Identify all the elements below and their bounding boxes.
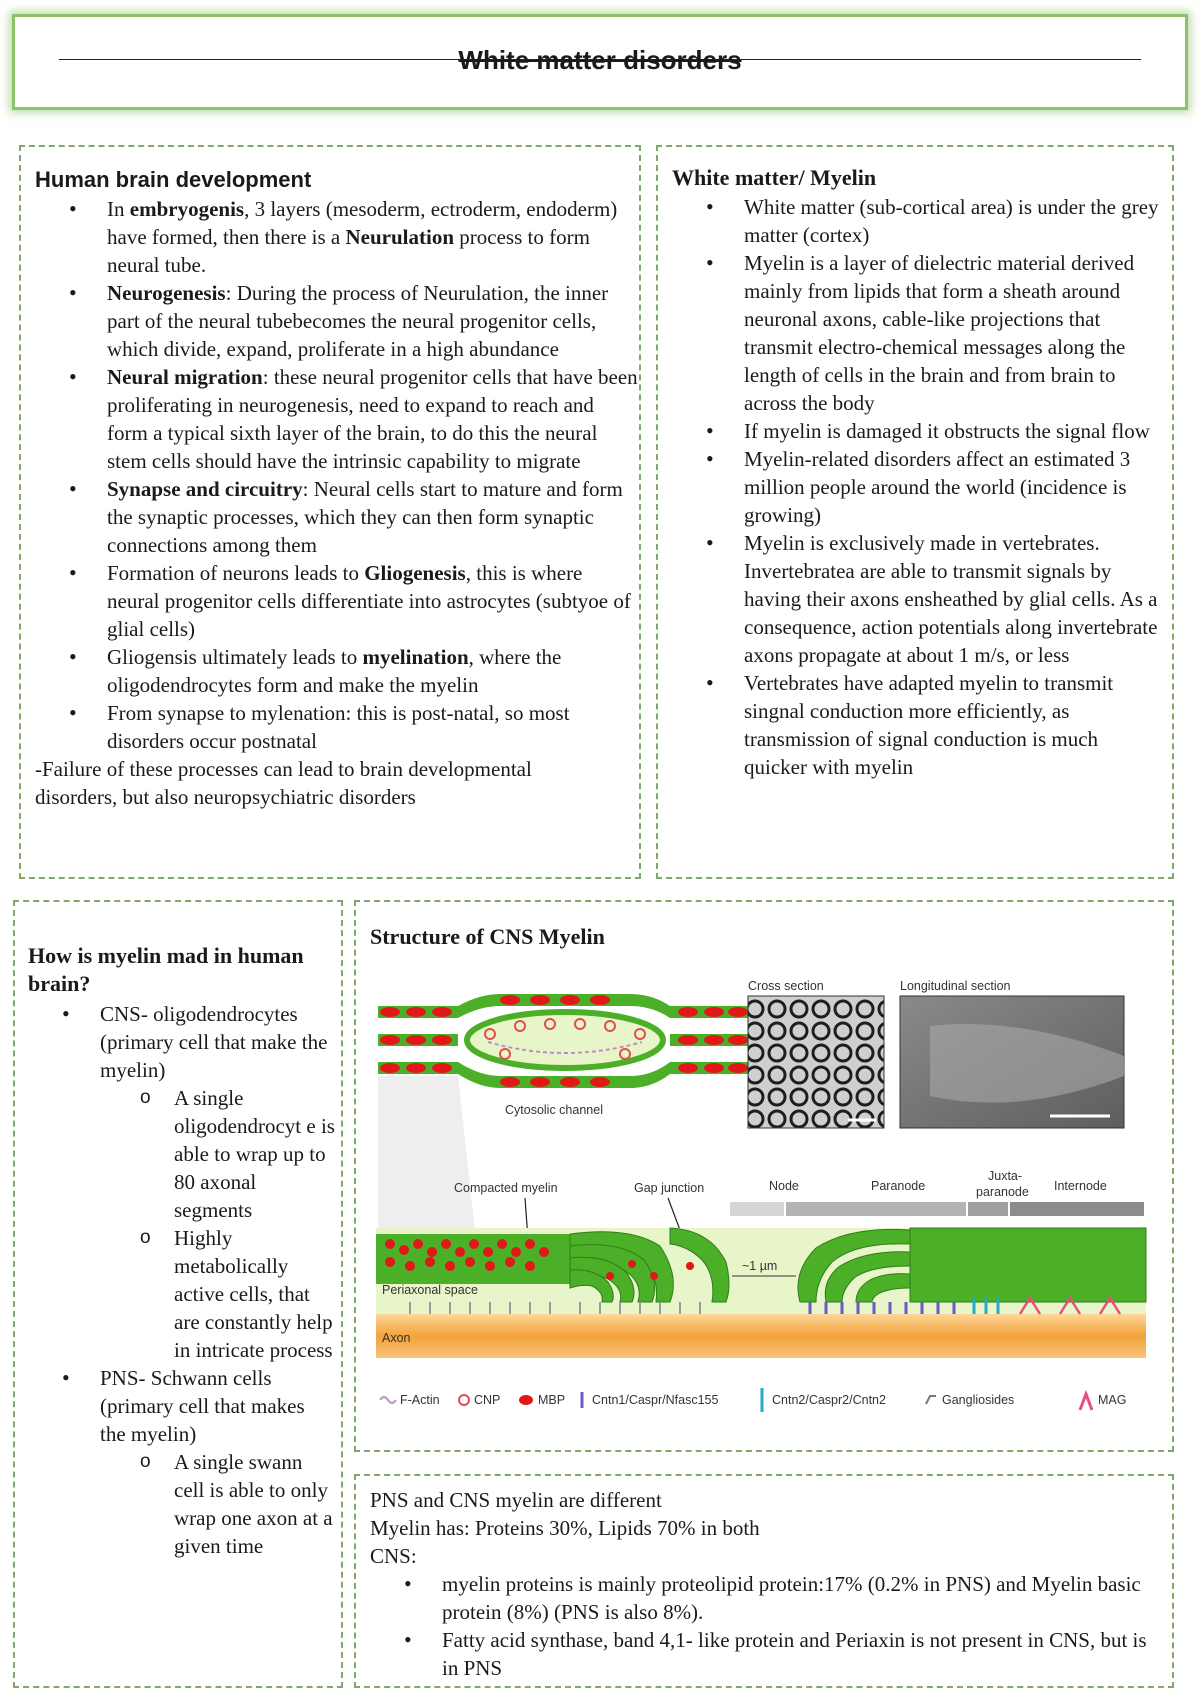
development-item bbox=[35, 643, 639, 699]
legend-factin-icon bbox=[380, 1397, 396, 1403]
development-text: , 3 layers (mesoderm, ectroderm, endoderm) have formed, then there is a bbox=[107, 197, 618, 249]
label-periaxonal: Periaxonal space bbox=[382, 1283, 478, 1297]
development-text: In bbox=[107, 197, 130, 221]
pns-cns-line-1: PNS and CNS myelin are different bbox=[370, 1488, 662, 1512]
cns-item bbox=[28, 1000, 335, 1364]
label-internode: Internode bbox=[1054, 1179, 1107, 1193]
panel-pns-cns-comparison bbox=[354, 1474, 1174, 1688]
label-compacted-myelin: Compacted myelin bbox=[454, 1181, 558, 1195]
legend-mag-icon bbox=[1080, 1394, 1092, 1410]
pns-cns-line-2: Myelin has: Proteins 30%, Lipids 70% in both bbox=[370, 1516, 760, 1540]
legend-cnp: CNP bbox=[474, 1393, 501, 1407]
panel-cns-myelin-structure bbox=[354, 900, 1174, 1452]
development-term: Synapse and circuitry bbox=[107, 477, 303, 501]
title-box bbox=[12, 14, 1188, 110]
label-axon: Axon bbox=[382, 1331, 411, 1345]
label-gap-junction: Gap junction bbox=[634, 1181, 705, 1195]
development-term: Neurogenesis bbox=[107, 281, 226, 305]
cns-text: CNS- oligodendrocytes (primary cell that make the myelin) bbox=[100, 1002, 328, 1082]
label-longitudinal-section: Longitudinal section bbox=[900, 979, 1011, 993]
white-matter-item: • White matter (sub-cortical area) is under the grey matter (cortex) bbox=[672, 193, 1164, 249]
legend-gangliosides-icon bbox=[926, 1396, 936, 1404]
figure-legend bbox=[380, 1388, 1126, 1412]
legend-gangliosides: Gangliosides bbox=[942, 1393, 1015, 1407]
legend-factin: F-Actin bbox=[400, 1393, 440, 1407]
cns-subitem: o Highly metabolically active cells, that are constantly help in intricate process bbox=[100, 1224, 335, 1364]
panel-how-myelin-made bbox=[13, 900, 343, 1688]
development-term: Neurulation bbox=[345, 225, 455, 249]
development-text: : During the process of Neurulation, the inner part of the neural tubebecomes the neural progenitor cells, which divide, expand, proliferate in a high abundance bbox=[107, 281, 609, 361]
development-item bbox=[35, 475, 639, 559]
panel-white-matter bbox=[656, 145, 1174, 879]
pns-cns-item: • Fatty acid synthase, band 4,1- like protein and Periaxin is not present in CNS, but is in PNS bbox=[370, 1626, 1160, 1682]
white-matter-item: • Myelin is a layer of dielectric material derived mainly from lipids that form a sheath around neuronal axons, cable-like projections that transmit electro-chemical messages along the length of cells in the brain and from brain to across the body bbox=[672, 249, 1164, 417]
development-term: Neural migration bbox=[107, 365, 263, 389]
development-item bbox=[35, 559, 639, 643]
development-item bbox=[35, 699, 639, 755]
legend-mag: MAG bbox=[1098, 1393, 1127, 1407]
how-made-heading: How is myelin mad in human brain? bbox=[28, 943, 304, 996]
label-juxta-2: paranode bbox=[976, 1185, 1029, 1199]
development-text: : these neural progenitor cells that have been proliferating in neurogenesis, need to expand to reach and form a typical sixth layer of the brain, to do this the neural stem cells should have the intrinsic capability to migrate bbox=[107, 365, 638, 473]
myelin-structure-figure bbox=[370, 976, 1160, 1436]
development-text: , where the oligodendrocytes form and make the myelin bbox=[107, 645, 562, 697]
development-term: Gliogenesis bbox=[364, 561, 466, 585]
pns-subitem: o A single swann cell is able to only wrap one axon at a given time bbox=[100, 1448, 335, 1560]
cross-section-micrograph bbox=[748, 996, 884, 1128]
structure-heading: Structure of CNS Myelin bbox=[370, 924, 605, 949]
axon-bar bbox=[376, 1314, 1146, 1358]
pns-item bbox=[28, 1364, 335, 1560]
label-cross-section: Cross section bbox=[748, 979, 824, 993]
legend-cntn1: Cntn1/Caspr/Nfasc155 bbox=[592, 1393, 719, 1407]
legend-mbp-icon bbox=[519, 1395, 533, 1405]
development-item bbox=[35, 279, 639, 363]
development-list bbox=[35, 195, 639, 755]
legend-mbp: MBP bbox=[538, 1393, 566, 1407]
development-text: process to form neural tube. bbox=[107, 225, 590, 277]
white-matter-list bbox=[672, 193, 1164, 781]
development-term: embryogenis bbox=[129, 197, 245, 221]
development-item bbox=[35, 363, 639, 475]
legend-cnp-icon bbox=[459, 1395, 469, 1405]
pns-cns-line-3: CNS: bbox=[370, 1544, 417, 1568]
development-text: Formation of neurons leads to bbox=[107, 561, 365, 585]
pns-text: PNS- Schwann cells (primary cell that makes the myelin) bbox=[100, 1366, 305, 1446]
label-node: Node bbox=[769, 1179, 799, 1193]
page-title: White matter disorders bbox=[458, 45, 742, 75]
cytosolic-channel-diagram bbox=[378, 994, 750, 1088]
white-matter-item: • If myelin is damaged it obstructs the signal flow bbox=[672, 417, 1164, 445]
development-text: : Neural cells start to mature and form the synaptic processes, which they can then form synaptic connections among them bbox=[107, 477, 623, 557]
label-cytosolic: Cytosolic channel bbox=[505, 1103, 603, 1117]
label-spacing: ~1 µm bbox=[742, 1259, 778, 1273]
development-text: Gliogensis ultimately leads to bbox=[107, 645, 363, 669]
development-term: myelination bbox=[362, 645, 469, 669]
how-made-list bbox=[28, 1000, 335, 1560]
development-footer: -Failure of these processes can lead to brain developmental disorders, but also neuropsychiatric disorders bbox=[35, 757, 532, 809]
label-paranode: Paranode bbox=[871, 1179, 926, 1193]
development-heading: Human brain development bbox=[35, 167, 312, 192]
white-matter-heading: White matter/ Myelin bbox=[672, 165, 877, 190]
development-item bbox=[35, 195, 639, 279]
cns-sublist bbox=[28, 1084, 335, 1364]
label-juxta-1: Juxta- bbox=[988, 1169, 1023, 1183]
white-matter-item: • Vertebrates have adapted myelin to transmit singnal conduction more efficiently, as transmission of signal conduction is much quicker with myelin bbox=[672, 669, 1164, 781]
white-matter-item: • Myelin is exclusively made in vertebrates. Invertebratea are able to transmit signals by having their axons ensheathed by glial cells. As a consequence, action potentials along invertebrate axons propagate at about 1 m/s, or less bbox=[672, 529, 1164, 669]
pns-cns-list bbox=[370, 1570, 1160, 1682]
pns-cns-item: • myelin proteins is mainly proteolipid protein:17% (0.2% in PNS) and Myelin basic protein (8%) (PNS is also 8%). bbox=[370, 1570, 1160, 1626]
development-text: From synapse to mylenation: this is post-natal, so most disorders occur postnatal bbox=[107, 701, 570, 753]
white-matter-item: • Myelin-related disorders affect an estimated 3 million people around the world (incidence is growing) bbox=[672, 445, 1164, 529]
development-text: , this is where neural progenitor cells differentiate into astrocytes (subtyoe of glial cells) bbox=[107, 561, 631, 641]
pns-sublist bbox=[28, 1448, 335, 1560]
cns-subitem: o A single oligodendrocyt e is able to wrap up to 80 axonal segments bbox=[100, 1084, 335, 1224]
panel-brain-development bbox=[19, 145, 641, 879]
legend-cntn2: Cntn2/Caspr2/Cntn2 bbox=[772, 1393, 886, 1407]
